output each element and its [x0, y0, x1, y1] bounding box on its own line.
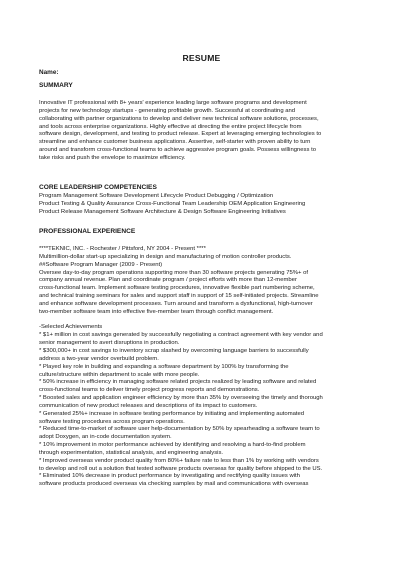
achievement-line: communication of new product releases and descriptions of its impact to customers. [39, 402, 258, 409]
achievement-line: senior management to avert disruptions in production. [39, 340, 180, 347]
experience-line: Oversee day-to-day program operations supporting more than 30 software projects generating 75%+ of [39, 269, 308, 276]
achievement-line: * $300,000+ in cost savings to inventory scrap slashed by overcoming language barriers to successfully [39, 347, 309, 354]
page-title: RESUME [182, 53, 221, 63]
competencies-heading: CORE LEADERSHIP COMPETENCIES [39, 184, 157, 191]
competencies-section [39, 193, 373, 217]
experience-line: ##Software Program Manager (2009 - Present) [39, 261, 163, 268]
experience-section [39, 246, 373, 489]
achievement-line: * Boosted sales and application engineer efficiency by more than 35% by overseeing the timely and thorough [39, 395, 323, 402]
achievement-line: * 50% increase in efficiency in managing software related projects realized by leading software and related [39, 379, 317, 386]
achievement-line: * Generated 25%+ increase in software testing performance by initiating and implementing automated [39, 410, 305, 417]
achievement-line: culture/structure within department to scale with more people. [39, 371, 200, 378]
achievement-line: * Played key role in building and expanding a software department by 100% by transforming the [39, 363, 289, 370]
achievement-line: * Eliminated 10% decrease in product performance by investigating and rectifying quality issues with [39, 473, 300, 480]
achievement-line: * 10% improvement in motor performance achieved by identifying and resolving a hard-to-find problem [39, 442, 306, 449]
achievement-line: adopt Doxygen, an in-code documentation system. [39, 434, 172, 441]
summary-section [39, 100, 373, 163]
summary-line: Innovative IT professional with 8+ years' experience leading large software programs and development [39, 100, 307, 106]
name-label: Name: [39, 69, 59, 76]
summary-line: streamline and enhance customer business applications. Assertive, self-starter with proven ability to turn [39, 139, 311, 146]
experience-line: Multimillion-dollar start-up specializing in design and manufacturing of motion controller products. [39, 253, 292, 260]
achievement-line: address a two-year vendor overbuild problem. [39, 355, 159, 362]
experience-heading: PROFESSIONAL EXPERIENCE [39, 228, 136, 235]
achievement-line: cross-functional teams to deliver timely project progress reports and demonstrations. [39, 387, 260, 394]
achievement-line: software testing procedures across program operations. [39, 418, 185, 425]
experience-line: company annual revenue. Plan and coordinate program / project efforts with more than 12-member [39, 277, 297, 284]
experience-line: and enhance software development processes. Turn around and transform a dysfunctional, high-turnover [39, 300, 313, 307]
summary-line: take risks and push the envelope to maximize efficiency. [39, 154, 186, 161]
competency-line: Program Management Software Development Lifecycle Product Debugging / Optimization [39, 193, 274, 199]
achievement-line: through experimentation, statistical analysis, and engineering analysis. [39, 449, 224, 456]
competency-line: Product Testing & Quality Assurance Cross-Functional Team Leadership OEM Application Engineering [39, 200, 306, 207]
achievement-line: * Reduced time-to-market of software user help-documentation by 50% by spearheading a software team to [39, 426, 320, 433]
competency-line: Product Release Management Software Architecture & Design Software Engineering Initiatives [39, 208, 286, 215]
summary-line: and tools across enterprise organizations. Highly effective at directing the entire project lifecycle from [39, 123, 302, 130]
experience-line: two-member software team into effective five-member team through conflict management. [39, 308, 274, 315]
achievement-line: software products produced overseas via checking samples by mail and communications with overseas [39, 481, 309, 488]
experience-line: ****TEKNIC, INC. - Rochester / Pittsford, NY 2004 - Present **** [39, 246, 206, 252]
achievement-line: * $1+ million in cost savings generated by successfully negotiating a contract agreement with key vendor and [39, 332, 323, 339]
achievements-heading: -Selected Achievements [39, 324, 103, 331]
paragraph-gap [39, 317, 373, 325]
summary-line: software design, development, and testing to product release. Expert at leveraging emerging technologies to [39, 131, 322, 138]
experience-line: cross-functional team. Implement software testing procedures, innovative flexible part numbering scheme, [39, 285, 315, 292]
summary-line: collaborating with partner organizations to develop and deliver new technical software solutions, processes, [39, 115, 319, 122]
summary-heading: SUMMARY [39, 82, 73, 89]
summary-line: projects for new technology startups - generating profitable growth. Successful at coordinating and [39, 107, 296, 114]
achievement-line: * Improved overseas vendor product quality from 80%+ failure rate to less than 1% by working with vendors [39, 457, 319, 464]
experience-line: and technical training seminars for sales and support staff in support of 15 self-initiated projects. Streamline [39, 293, 319, 300]
achievement-line: to develop and roll out a solution that tested software products overseas for quality before shipped to the US. [39, 465, 323, 472]
summary-line: around and transform cross-functional teams to achieve aggressive program goals. Possess willingness to [39, 147, 316, 154]
